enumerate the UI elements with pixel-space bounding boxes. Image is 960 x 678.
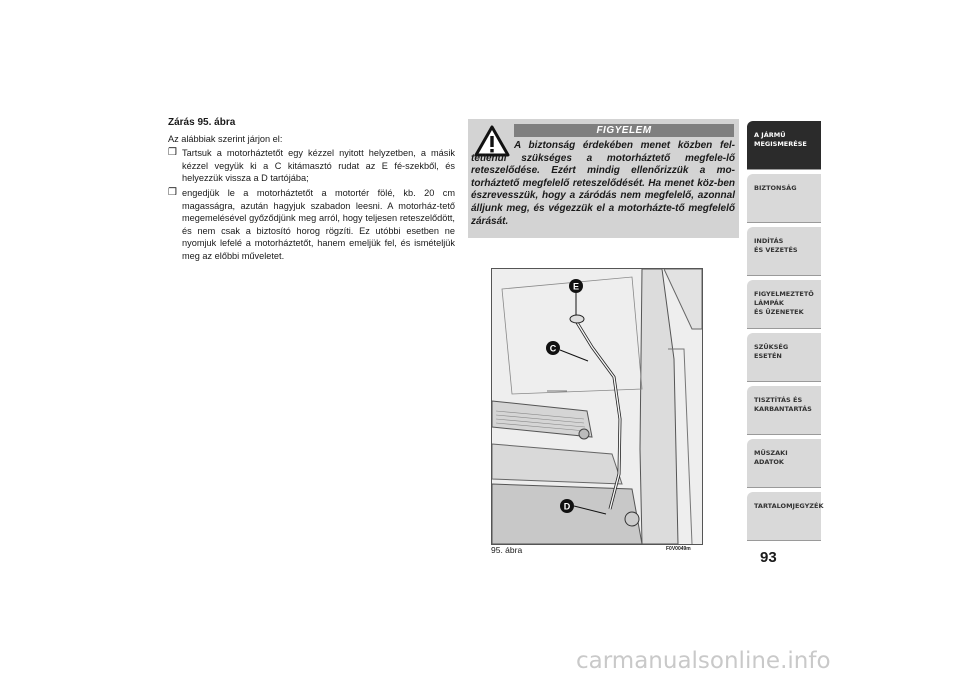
- intro-text: Az alábbiak szerint járjon el:: [168, 133, 283, 144]
- list-item: [168, 187, 455, 263]
- tab-biztonsag[interactable]: [747, 174, 821, 223]
- tab-label: TARTALOMJEGYZÉK: [754, 502, 824, 510]
- section-title: Zárás 95. ábra: [168, 117, 236, 128]
- tab-tisztitas-karbantartas[interactable]: [747, 386, 821, 435]
- tab-szukseg-eseten[interactable]: [747, 333, 821, 382]
- checkbox-bullet-icon: ❒: [168, 186, 177, 198]
- tab-label: BIZTONSÁG: [754, 184, 797, 192]
- figure-code: F0V0049m: [666, 546, 691, 552]
- tab-label: SZÜKSÉG ESETÉN: [754, 343, 789, 360]
- bullet-text: engedjük le a motorháztetőt a motortér fölé, kb. 20 cm magasságra, azután hagyjuk szabadon leesni. A motorház-tető megemelésével győződjünk meg arról, hogy teljesen reteszelődött, és nem csak a biztosító horog rögzíti. Ez utóbbi esetben ne nyomjuk lefelé a motorháztetőt, hanem emeljük fel, és ismételjük meg az előbbi műveletet.: [182, 187, 455, 261]
- tab-label: TISZTÍTÁS ÉS KARBANTARTÁS: [754, 396, 812, 413]
- figure-caption: 95. ábra: [491, 545, 523, 555]
- tab-inditas-es-vezetes[interactable]: [747, 227, 821, 276]
- page-number: 93: [760, 549, 777, 566]
- list-item: [168, 147, 455, 185]
- chapter-tabs: [747, 121, 824, 545]
- figure-engine-hood: [491, 268, 703, 545]
- hood-illustration: [492, 269, 702, 544]
- tab-jarmu-megismerese[interactable]: [747, 121, 821, 170]
- tab-muszaki-adatok[interactable]: [747, 439, 821, 488]
- label-c: C: [549, 343, 557, 354]
- tab-figyelmezteto-lampak[interactable]: [747, 280, 821, 329]
- warning-heading: FIGYELEM: [514, 124, 734, 137]
- tab-tartalomjegyzek[interactable]: [747, 492, 824, 541]
- tab-label: INDÍTÁS ÉS VEZETÉS: [754, 237, 798, 254]
- tab-label: MŰSZAKI ADATOK: [754, 449, 788, 466]
- label-e: E: [572, 281, 580, 292]
- warning-box: [468, 119, 739, 238]
- tab-label: A JÁRMŰ MEGISMERÉSE: [754, 131, 807, 148]
- warning-text: A biztonság érdekében menet közben fel-tétlenül szükséges a motorháztető megfele-lő reteszelődése. Ezért mindig ellenőrizzük a mo-torháztető megfelelő reteszelődését. Ha menet köz-ben észrevesszük, hogy a záródás nem megfelelő, azonnal álljunk meg, és végezzük el a motorházte-tő megfelelő zárását.: [471, 140, 735, 227]
- bullet-text: Tartsuk a motorháztetőt egy kézzel nyitott helyzetben, a másik kézzel vegyük ki a C kitámasztó rudat az E fé-szekből, és helyezzük vissza a D tartójába;: [182, 148, 455, 184]
- watermark: carmanualsonline.info: [576, 648, 831, 674]
- label-d: D: [563, 501, 571, 512]
- tab-label: FIGYELMEZTETŐ LÁMPÁK ÉS ÜZENETEK: [754, 290, 814, 316]
- instructions-column: [168, 117, 455, 265]
- checkbox-bullet-icon: ❒: [168, 147, 177, 159]
